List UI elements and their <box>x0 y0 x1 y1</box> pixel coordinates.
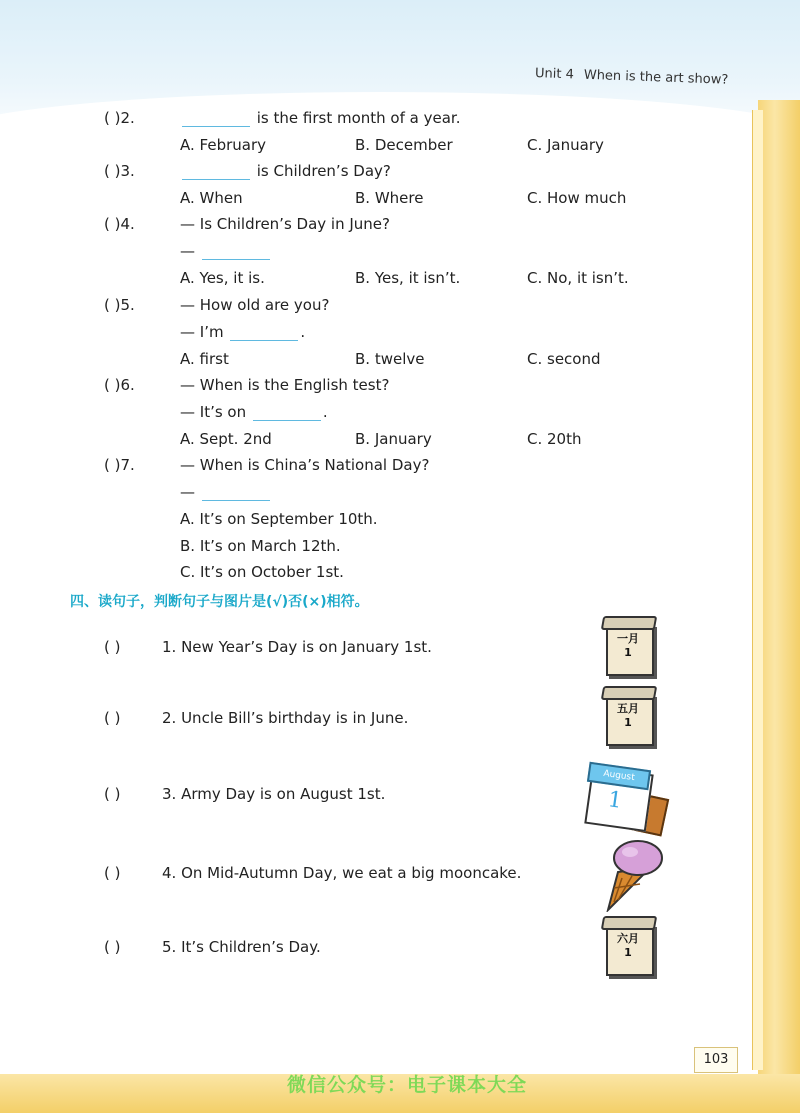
option-c: C. second <box>527 350 601 368</box>
calendar-january-image: 一月 1 <box>602 616 652 674</box>
question-2: is the first month of a year. <box>180 109 460 127</box>
option-a: A. first <box>180 350 229 368</box>
calendar-august-image: August 1 <box>580 762 672 830</box>
answer-paren[interactable]: ( )4. <box>104 215 135 233</box>
option-b: B. Yes, it isn’t. <box>355 269 461 287</box>
judge-sentence-3: 3. Army Day is on August 1st. <box>162 785 386 803</box>
judge-sentence-5: 5. It’s Children’s Day. <box>162 938 321 956</box>
question-7: — When is China’s National Day? <box>180 456 430 474</box>
option-a: A. When <box>180 189 243 207</box>
option-a: A. Sept. 2nd <box>180 430 272 448</box>
option-a: A. It’s on September 10th. <box>180 510 378 528</box>
watermark: 微信公众号：电子课本大全 <box>287 1074 528 1096</box>
unit-title: When is the art show? <box>583 67 729 88</box>
answer-paren[interactable]: ( ) <box>104 785 121 803</box>
book-edge-inner <box>752 110 763 1070</box>
section-title: 四、读句子，判断句子与图片是(√)否(×)相符。 <box>70 594 369 610</box>
answer-line: — <box>180 242 272 260</box>
fill-blank[interactable] <box>253 406 321 421</box>
option-a: A. Yes, it is. <box>180 269 265 287</box>
answer-paren[interactable]: ( ) <box>104 638 121 656</box>
fill-blank[interactable] <box>202 245 270 260</box>
fill-blank[interactable] <box>202 486 270 501</box>
fill-blank[interactable] <box>230 326 298 341</box>
ice-cream-cone-image <box>600 838 670 912</box>
option-b: B. January <box>355 430 432 448</box>
answer-line: — I’m . <box>180 323 306 341</box>
answer-paren[interactable]: ( ) <box>104 938 121 956</box>
judge-sentence-1: 1. New Year’s Day is on January 1st. <box>162 638 432 656</box>
answer-paren[interactable]: ( )2. <box>104 109 135 127</box>
answer-paren[interactable]: ( ) <box>104 864 121 882</box>
fill-blank[interactable] <box>182 112 250 127</box>
option-b: B. Where <box>355 189 424 207</box>
answer-paren[interactable]: ( ) <box>104 709 121 727</box>
option-c: C. 20th <box>527 430 582 448</box>
option-b: B. It’s on March 12th. <box>180 537 341 555</box>
question-3: is Children’s Day? <box>180 162 391 180</box>
judge-sentence-2: 2. Uncle Bill’s birthday is in June. <box>162 709 409 727</box>
book-edge-right <box>758 100 800 1113</box>
fill-blank[interactable] <box>182 165 250 180</box>
answer-paren[interactable]: ( )6. <box>104 376 135 394</box>
answer-line: — It’s on . <box>180 403 328 421</box>
option-b: B. twelve <box>355 350 425 368</box>
option-c: C. No, it isn’t. <box>527 269 629 287</box>
option-a: A. February <box>180 136 267 154</box>
calendar-may-image: 五月 1 <box>602 686 652 744</box>
option-c: C. January <box>527 136 604 154</box>
option-c: C. It’s on October 1st. <box>180 563 344 581</box>
answer-paren[interactable]: ( )3. <box>104 162 135 180</box>
option-c: C. How much <box>527 189 627 207</box>
calendar-june-image: 六月 1 <box>602 916 652 974</box>
page-number: 103 <box>694 1047 738 1073</box>
question-4: — Is Children’s Day in June? <box>180 215 390 233</box>
question-5: — How old are you? <box>180 296 330 314</box>
option-b: B. December <box>355 136 453 154</box>
question-6: — When is the English test? <box>180 376 390 394</box>
answer-line: — <box>180 483 272 501</box>
answer-paren[interactable]: ( )7. <box>104 456 135 474</box>
answer-paren[interactable]: ( )5. <box>104 296 135 314</box>
judge-sentence-4: 4. On Mid-Autumn Day, we eat a big mooncake. <box>162 864 522 882</box>
unit-label: Unit 4 <box>534 66 575 83</box>
